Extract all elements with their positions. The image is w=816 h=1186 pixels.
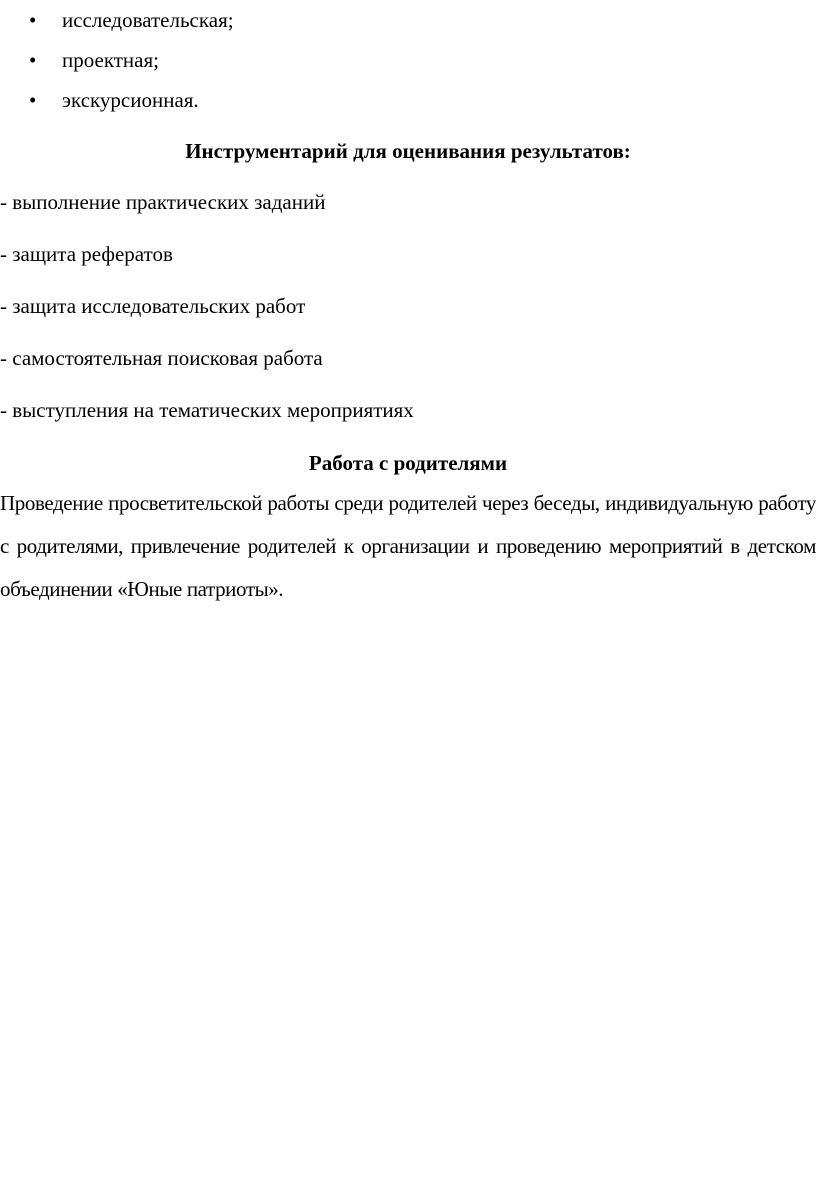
tools-item: - защита исследовательских работ bbox=[0, 294, 306, 318]
tools-item: - выступления на тематических мероприятиях bbox=[0, 398, 414, 422]
tools-item: - самостоятельная поисковая работа bbox=[0, 346, 323, 370]
bullet-icon: • bbox=[29, 88, 37, 112]
list-item bbox=[0, 80, 234, 120]
list-item-text: экскурсионная. bbox=[62, 88, 199, 112]
tools-heading: Инструментарий для оценивания результатов: bbox=[185, 139, 631, 163]
tools-item: - выполнение практических заданий bbox=[0, 190, 326, 214]
bullet-icon: • bbox=[29, 48, 37, 72]
parents-heading: Работа с родителями bbox=[308, 451, 508, 475]
list-item-text: исследовательская; bbox=[62, 8, 234, 32]
tools-item: - защита рефератов bbox=[0, 242, 173, 266]
activity-forms-list bbox=[0, 0, 234, 120]
list-item bbox=[0, 40, 234, 80]
bullet-icon: • bbox=[29, 8, 37, 32]
parents-paragraph: Проведение просветительской работы среди родителей через беседы, индивидуальную работу с родителями, привлечение родителей к организации и проведению мероприятий в детском объединении «Юные патриоты». bbox=[0, 491, 816, 601]
list-item bbox=[0, 0, 234, 40]
list-item-text: проектная; bbox=[62, 48, 159, 72]
